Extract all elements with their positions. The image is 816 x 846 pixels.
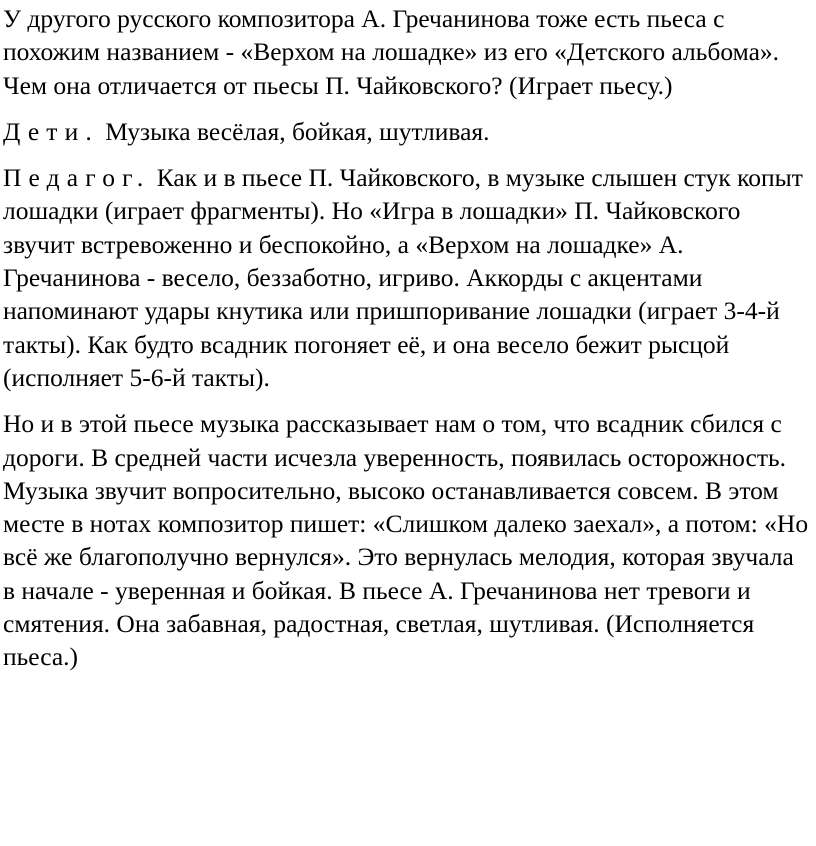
speaker-label: Педагог. — [3, 163, 151, 193]
paragraph-text: Но и в этой пьесе музыка рассказывает нам о том, что всадник сбился с дороги. В средней части исчезла уверенность, появилась осторожность. Музыка звучит вопросительно, высоко останавливается совсем. В этом месте в нотах композитор пишет: «Слишком далеко заехал», а потом: «Но всё же благополучно вернулся». Это вернулась мелодия, которая звучала в начале - уверенная и бойкая. В пьесе А. Гречанинова нет тревоги и смятения. Она забавная, радостная, светлая, шутливая. (Исполняется пьеса.) — [3, 409, 809, 672]
paragraph-intro — [3, 2, 811, 102]
document-page — [3, 2, 811, 687]
paragraph-text: Как и в пьесе П. Чайковского, в музыке слышен стук копыт лошадки (играет фрагменты). Но «Игра в лошадки» П. Чайковского звучит встревоженно и беспокойно, а «Верхом на лошадке» А. Гречанинова - весело, беззаботно, игриво. Аккорды с акцентами напоминают удары кнутика или пришпоривание лошадки (играет 3-4-й такты). Как будто всадник погоняет её, и она весело бежит рысцой (исполняет 5-6-й такты). — [3, 163, 803, 392]
paragraph-text: Музыка весёлая, бойкая, шутливая. — [98, 116, 490, 146]
paragraph-children-reply — [3, 115, 811, 148]
paragraph-text: У другого русского композитора А. Гречанинова тоже есть пьеса с похожим названием - «Верхом на лошадке» из его «Детского альбома». Чем она отличается от пьесы П. Чайковского? (Играет пьесу.) — [3, 4, 780, 100]
paragraph-teacher-reply — [3, 161, 811, 394]
paragraph-conclusion — [3, 407, 811, 673]
speaker-label: Дети. — [3, 116, 99, 146]
